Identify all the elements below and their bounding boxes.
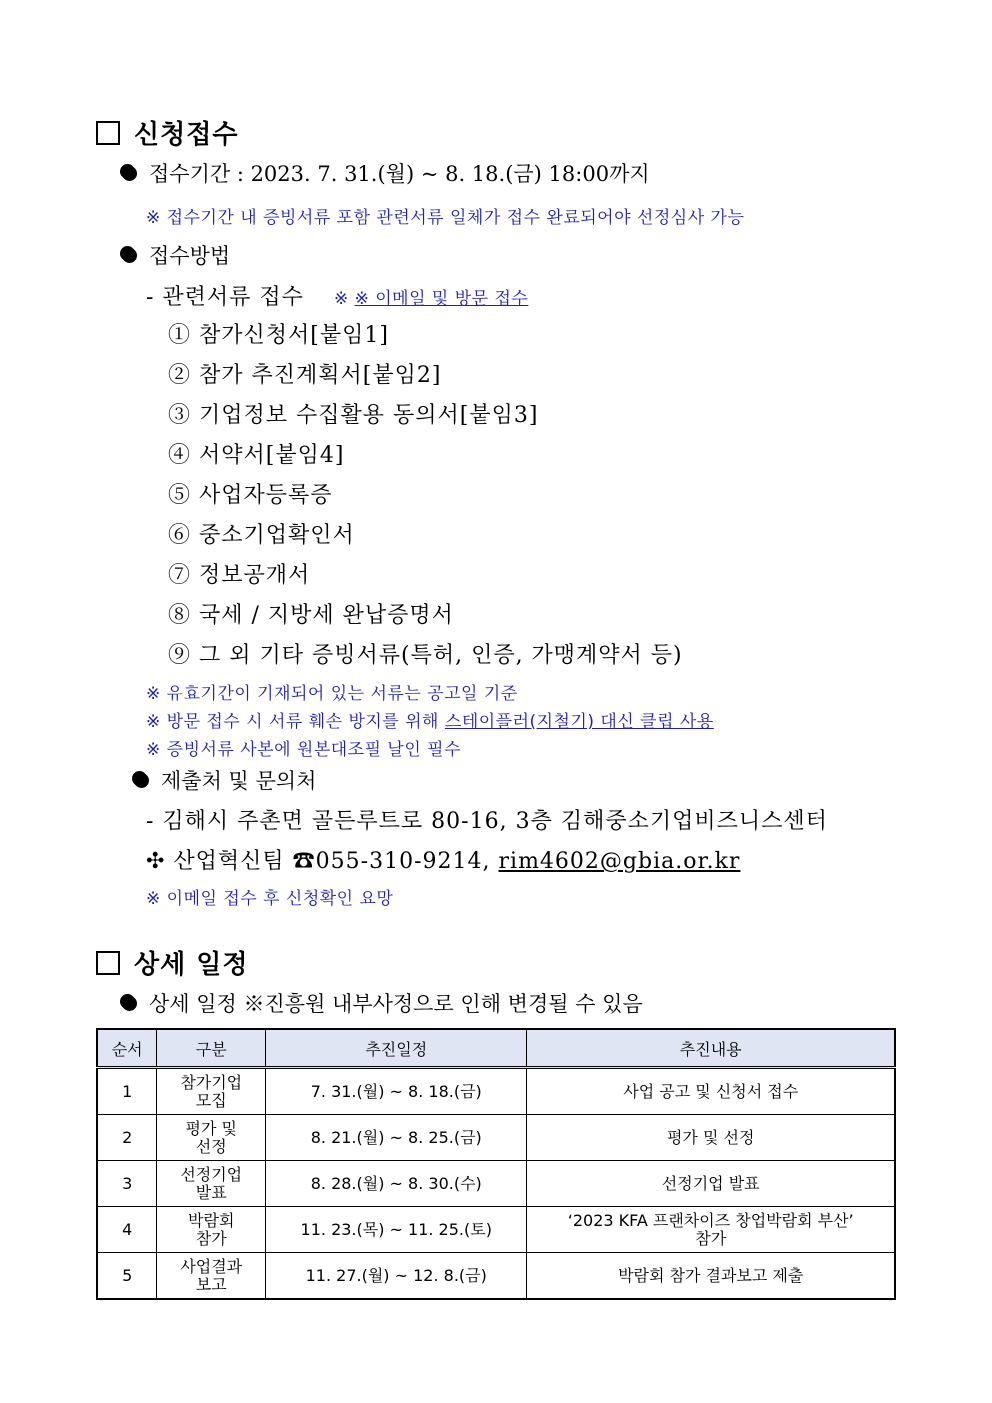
period-note: ※ 접수기간 내 증빙서류 포함 관련서류 일체가 접수 완료되어야 선정심사 가능	[146, 208, 745, 228]
checkbox-square-icon	[96, 951, 120, 975]
table-row	[97, 1115, 895, 1161]
cell-content: 사업 공고 및 신청서 접수	[527, 1068, 895, 1115]
schedule-table	[96, 1028, 896, 1300]
checkbox-square-icon	[96, 121, 120, 145]
documents-heading: - 관련서류 접수 ※ ※ 이메일 및 방문 접수	[146, 285, 529, 310]
cell-content: 박람회 참가 결과보고 제출	[527, 1253, 895, 1300]
cell-order: 3	[97, 1161, 157, 1207]
document-item: ⑨ 그 외 기타 증빙서류(특허, 인증, 가맹계약서 등)	[168, 643, 683, 668]
circle-bullet-icon	[120, 994, 135, 1009]
cell-schedule: 11. 23.(목) ~ 11. 25.(토)	[266, 1207, 527, 1253]
table-header-row	[97, 1029, 895, 1068]
cell-content: 선정기업 발표	[527, 1161, 895, 1207]
table-row	[97, 1253, 895, 1300]
document-item: ② 참가 추진계획서[붙임2]	[168, 363, 442, 388]
section-title-application: 신청접수	[96, 114, 238, 151]
cell-content: ‘2023 KFA 프랜차이즈 창업박람회 부산’ 참가	[527, 1207, 895, 1253]
cell-schedule: 8. 21.(월) ~ 8. 25.(금)	[266, 1115, 527, 1161]
note-copy: ※ 증빙서류 사본에 원본대조필 날인 필수	[146, 740, 462, 760]
header-category: 구분	[157, 1029, 266, 1068]
cell-order: 1	[97, 1068, 157, 1115]
cell-category: 평가 및 선정	[157, 1115, 266, 1161]
document-item: ⑤ 사업자등록증	[168, 483, 333, 508]
cell-order: 5	[97, 1253, 157, 1300]
cell-category: 사업결과 보고	[157, 1253, 266, 1300]
circle-bullet-icon	[132, 771, 147, 786]
address: - 김해시 주촌면 골든루트로 80-16, 3층 김해중소기업비즈니스센터	[146, 809, 828, 834]
cell-category: 박람회 참가	[157, 1207, 266, 1253]
cell-category: 참가기업 모집	[157, 1068, 266, 1115]
header-order: 순서	[97, 1029, 157, 1068]
schedule-subtitle: 상세 일정 ※진흥원 내부사정으로 인해 변경될 수 있음	[120, 988, 643, 1018]
document-item: ⑦ 정보공개서	[168, 563, 311, 588]
section-title-schedule: 상세 일정	[96, 944, 249, 981]
table-row	[97, 1161, 895, 1207]
email-link[interactable]: rim4602@gbia.or.kr	[498, 849, 741, 874]
contact-heading: 제출처 및 문의처	[132, 765, 316, 795]
document-item: ④ 서약서[붙임4]	[168, 443, 345, 468]
document-item: ① 참가신청서[붙임1]	[168, 323, 389, 348]
circle-bullet-icon	[120, 246, 135, 261]
cell-order: 4	[97, 1207, 157, 1253]
table-row	[97, 1207, 895, 1253]
document-item: ⑧ 국세 / 지방세 완납증명서	[168, 603, 454, 628]
documents-note: ※ ※ 이메일 및 방문 접수	[333, 289, 529, 309]
cell-order: 2	[97, 1115, 157, 1161]
application-period: 접수기간 : 2023. 7. 31.(월) ~ 8. 18.(금) 18:00까지	[120, 158, 650, 188]
table-row	[97, 1068, 895, 1115]
cell-category: 선정기업 발표	[157, 1161, 266, 1207]
cell-content: 평가 및 선정	[527, 1115, 895, 1161]
note-visit: ※ 방문 접수 시 서류 훼손 방지를 위해 스테이플러(지철기) 대신 클립 사용	[146, 712, 714, 732]
cell-schedule: 8. 28.(월) ~ 8. 30.(수)	[266, 1161, 527, 1207]
document-item: ③ 기업정보 수집활용 동의서[붙임3]	[168, 403, 539, 428]
email-note: ※ 이메일 접수 후 신청확인 요망	[146, 889, 394, 909]
application-method: 접수방법	[120, 240, 230, 270]
team-contact: ✣ 산업혁신팀 ☎055-310-9214, rim4602@gbia.or.kr	[146, 849, 741, 874]
header-schedule: 추진일정	[266, 1029, 527, 1068]
documents-note-text: ※ 이메일 및 방문 접수	[354, 289, 529, 309]
cell-schedule: 7. 31.(월) ~ 8. 18.(금)	[266, 1068, 527, 1115]
document-item: ⑥ 중소기업확인서	[168, 523, 355, 548]
circle-bullet-icon	[120, 164, 135, 179]
cell-schedule: 11. 27.(월) ~ 12. 8.(금)	[266, 1253, 527, 1300]
note-validity: ※ 유효기간이 기재되어 있는 서류는 공고일 기준	[146, 684, 518, 704]
header-content: 추진내용	[527, 1029, 895, 1068]
